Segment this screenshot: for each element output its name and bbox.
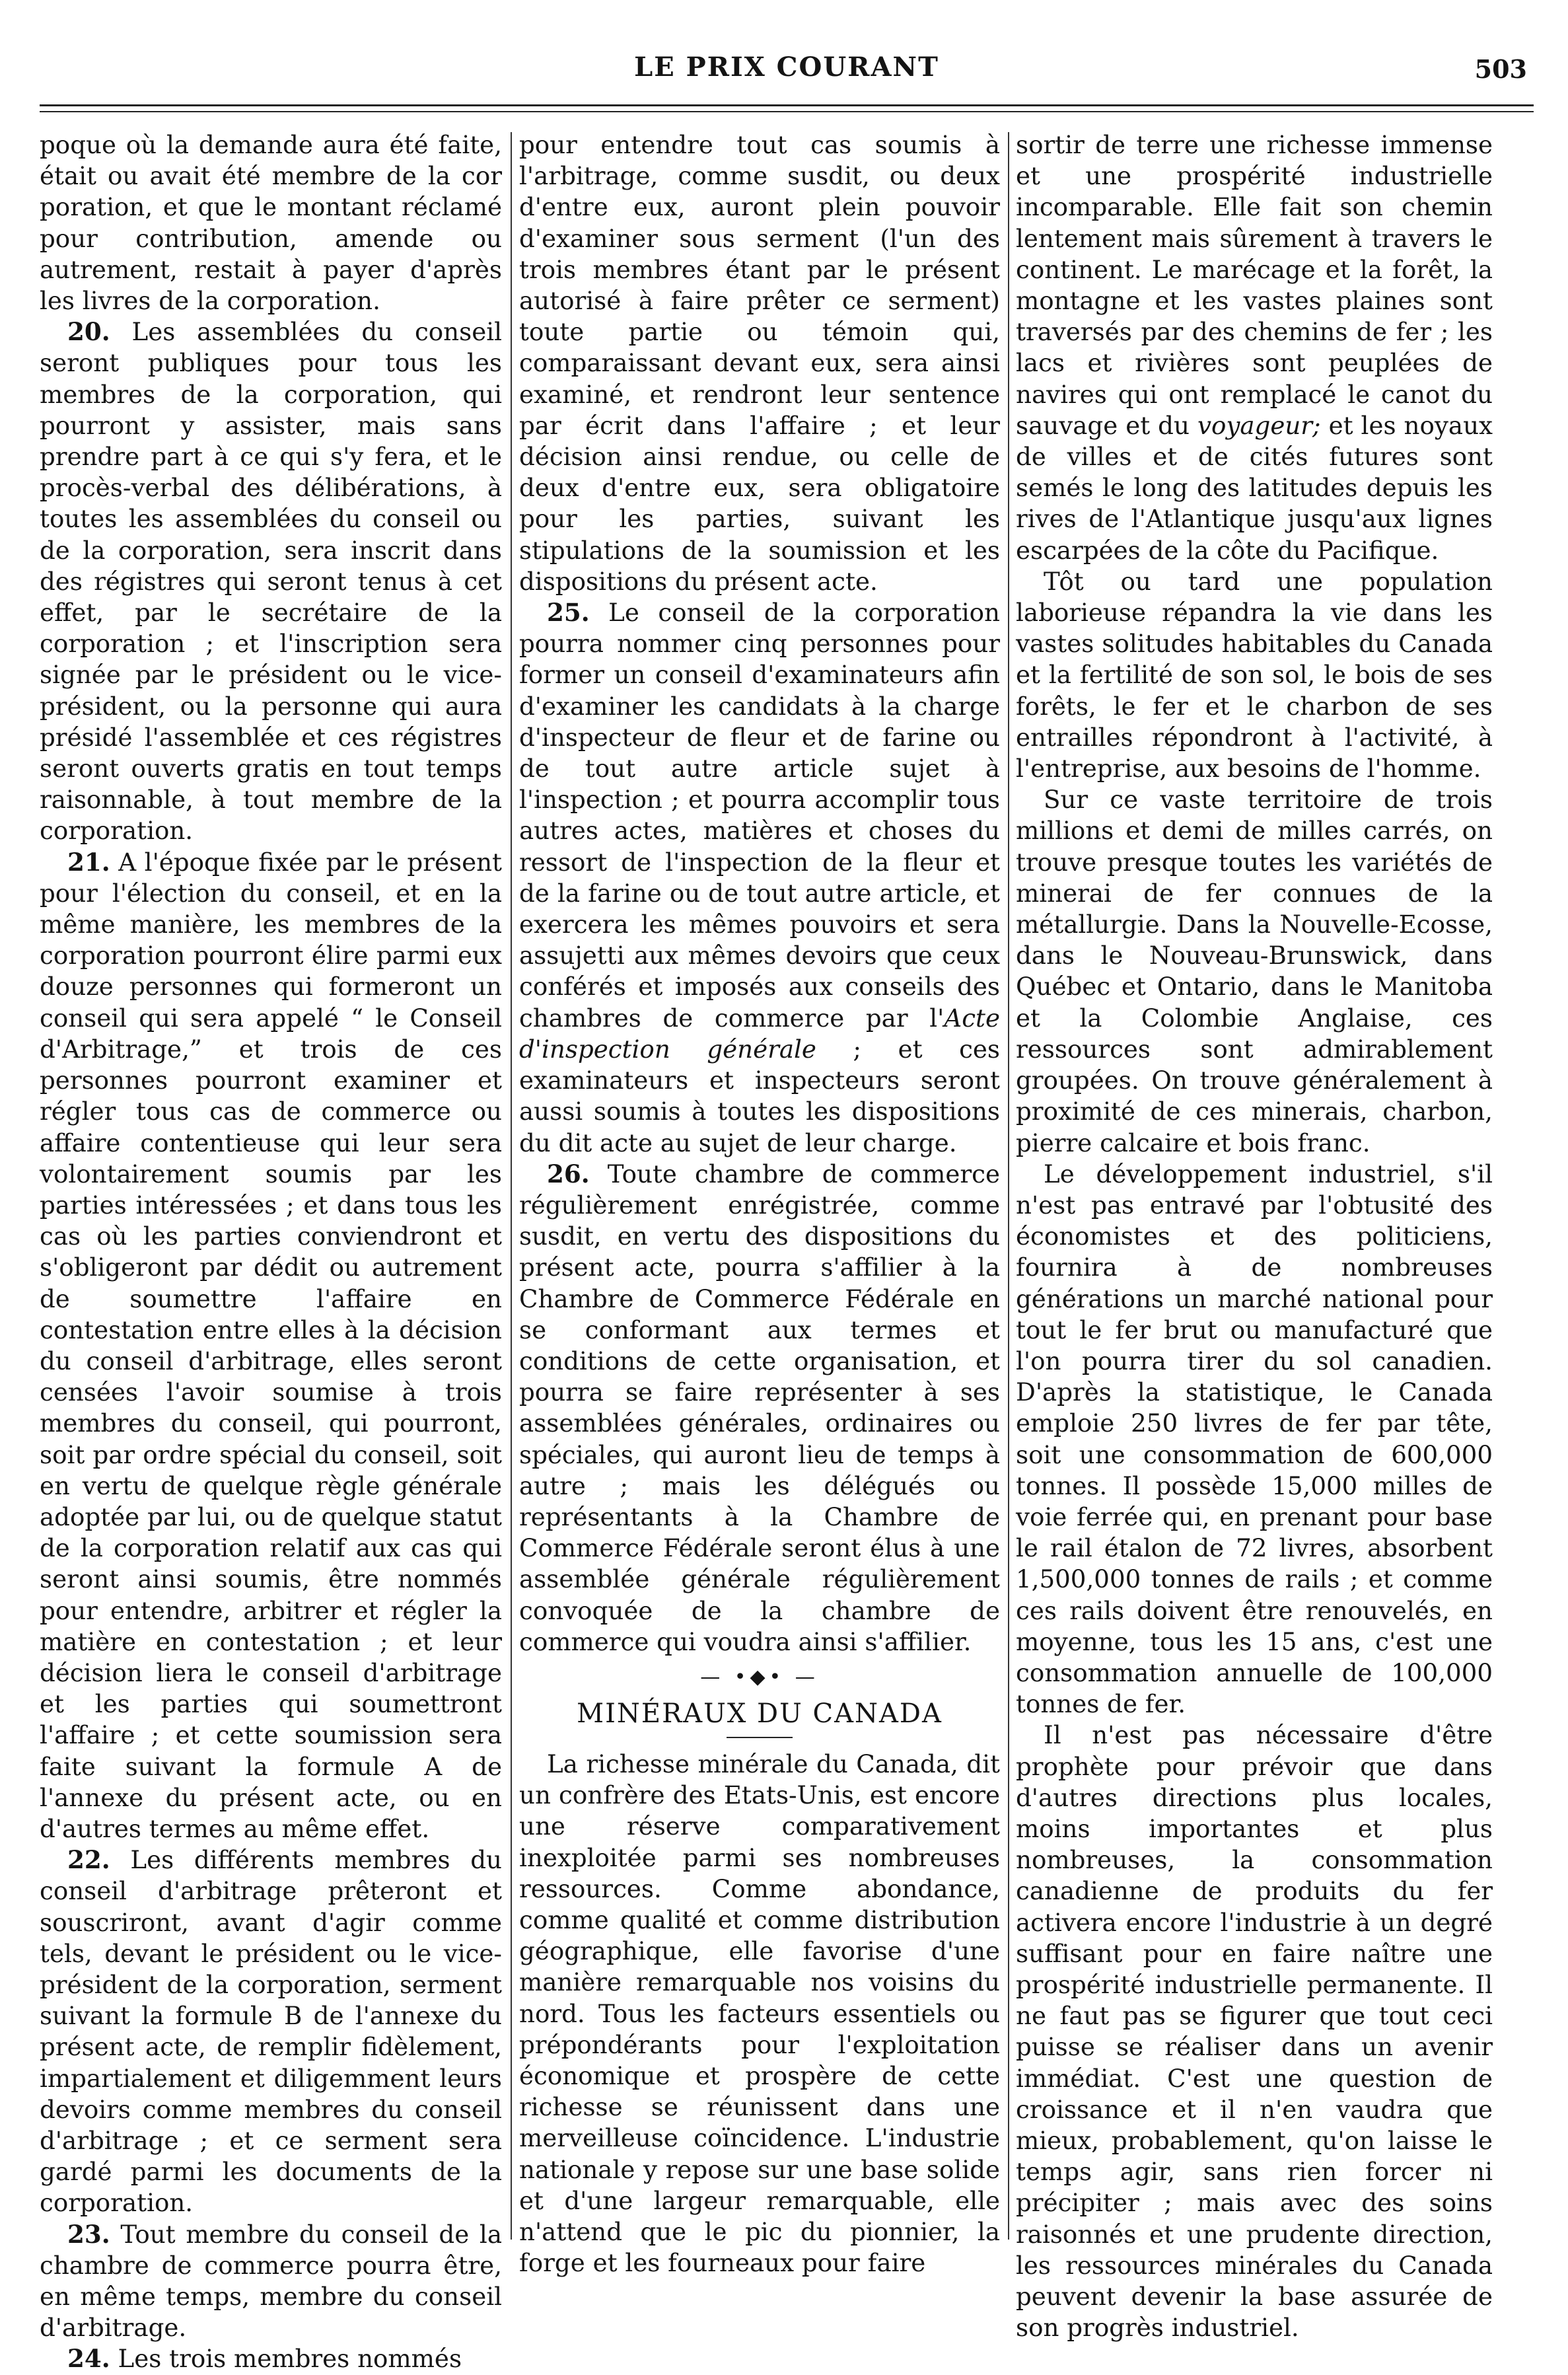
article-text: ; et ces examinateurs et inspecteurs seront aussi soumis à toutes les dispositions du dit acte au sujet de leur charge. (519, 1034, 1000, 1157)
paragraph-continued: pour entendre tout cas soumis à l'arbitrage, comme susdit, ou deux d'entre eux, auront plein pouvoir d'examiner sous serment (l'un des trois membres étant par le présent autorisé à faire prêter ce serment) toute partie ou témoin qui, comparaissant devant eux, sera ainsi examiné, et rendront leur sentence par écrit dans l'affaire ; et leur décision ainsi rendue, ou celle de deux d'entre eux, sera obligatoire pour les parties, suivant les stipulations de la soumission et les dispositions du présent acte. (519, 130, 1000, 596)
paragraph: Sur ce vaste territoire de trois millions et demi de milles carrés, on trouve presque toutes les variétés de minerai de fer connues de la métallurgie. Dans la Nouvelle-Ecosse, dans le Nouveau-Brunswick, dans Québec et Ontario, dans le Manitoba et la Colombie Anglaise, ces ressources sont admirablement groupées. On trouve généralement à proximité de ces minerais, charbon, pierre calcaire et bois franc. (1016, 785, 1493, 1157)
article-23 (40, 2219, 502, 2344)
article-text: Toute chambre de commerce régulièrement enrégistrée, comme susdit, en vertu des dispositions du présent acte, pourra s'affilier à la Chambre de Commerce Fédérale en se conformant aux termes et conditions de cette organisation, et pourra se faire représenter à ses assemblées générales, ordinaires ou spéciales, qui auront lieu de temps à autre ; mais les délégués ou représentants à la Chambre de Commerce Fédérale seront élus à une assemblée générale régulièrement convoquée de la chambre de commerce qui voudra ainsi s'affilier. (519, 1159, 1000, 1656)
column-divider (1008, 132, 1009, 2240)
article-number: 22. (67, 1845, 110, 1875)
paragraph-text: sortir de terre une richesse immense et une prospérité industrielle incomparable. Elle fait son chemin lentement mais sûrement à travers le continent. Le marécage et la forêt, la montagne et les vastes plaines sont traversés par des chemins de fer ; les lacs et rivières sont peuplées de navires qui ont remplacé le canot du sauvage et du (1016, 130, 1493, 440)
article-text: Les différents membres du conseil d'arbitrage prêteront et souscriront, avant d'agir comme tels, devant le président ou le vice-président de la corporation, serment suivant la formule B de l'annexe du présent acte, de remplir fidèlement, impartialement et diligemment leurs devoirs comme membres du conseil d'arbitrage ; et ce serment sera gardé parmi les documents de la corporation. (40, 1845, 502, 2218)
article-26 (519, 1159, 1000, 1658)
article-24 (40, 2343, 502, 2374)
article-20 (40, 316, 502, 846)
paragraph: Le développement industriel, s'il n'est pas entravé par l'obtusité des économistes et des politiciens, fournira à de nombreuses générations un marché national pour tout le fer brut ou manufacturé que l'on pourra tirer du sol canadien. D'après la statistique, le Canada emploie 250 livres de fer par tête, soit une consommation de 600,000 tonnes. Il possède 15,000 milles de voie ferrée qui, en prenant pour base le rail étalon de 72 livres, absorbent 1,500,000 tonnes de rails ; et comme ces rails doivent être renouvelés, en moyenne, tous les 15 ans, c'est une consommation annuelle de 100,000 tonnes de fer. (1016, 1159, 1493, 1719)
article-number: 25. (547, 598, 590, 628)
article-text: Les trois membres nommés (110, 2344, 462, 2374)
paragraph-continued: poque où la demande aura été faite, était ou avait été membre de la cor poration, et que le montant réclamé pour contribution, amende ou autrement, restait à payer d'après les livres de la corporation. (40, 130, 502, 316)
title-rule (727, 1737, 793, 1738)
article-number: 26. (547, 1159, 590, 1188)
column-3 (1016, 129, 1493, 2343)
paragraph: Tôt ou tard une population laborieuse répandra la vie dans les vastes solitudes habitables du Canada et la fertilité de son sol, le bois de ses forêts, le fer et le charbon de ses entrailles répondront à l'activité, à l'entreprise, aux besoins de l'homme. (1016, 566, 1493, 784)
article-text: A l'époque fixée par le présent pour l'élection du conseil, et en la même manière, les membres de la corporation pourront élire parmi eux douze personnes qui formeront un conseil qui sera appelé “ le Conseil d'Arbitrage,” et trois de ces personnes pourront examiner et régler tous cas de commerce ou affaire contentieuse qui leur sera volontairement soumis par les parties intéressées ; et dans tous les cas où les parties conviendront et s'obligeront par dédit ou autrement de soumettre l'affaire en contestation entre elles à la décision du conseil d'arbitrage, elles seront censées l'avoir soumise à trois membres du conseil, qui pourront, soit par ordre spécial du conseil, soit en vertu de quelque règle générale adoptée par lui, ou de quelque statut de la corporation relatif aux cas qui seront ainsi soumis, être nommés pour entendre, arbitrer et régler la matière en contestation ; et leur décision liera le conseil d'arbitrage et les parties qui soumettront l'affaire ; et cette soumission sera faite suivant la formule A de l'annexe du présent acte, ou en d'autres termes au même effet. (40, 847, 502, 1843)
article-number: 20. (67, 317, 110, 347)
article-text-italic: Acte d'inspection générale (519, 1003, 1000, 1064)
column-2 (519, 129, 1000, 2278)
page-number: 503 (1474, 54, 1527, 84)
header-rule-thin (40, 111, 1534, 112)
column-1 (40, 129, 502, 2374)
article-number: 24. (67, 2344, 110, 2374)
paragraph: Il n'est pas nécessaire d'être prophète pour prévoir que dans d'autres directions plus locales, moins importantes et plus nombreuses, la consommation canadienne de produits du fer activera encore l'industrie à un degré suffisant pour en faire naître une prospérité industrielle permanente. Il ne faut pas se figurer que tout ceci puisse se réaliser dans un avenir immédiat. C'est une question de croissance et il n'en vaudra que mieux, probablement, qu'on laisse le temps agir, sans rien forcer ni précipiter ; mais avec des soins raisonnés et une prudente direction, les ressources minérales du Canada peuvent devenir la base assurée de son progrès industriel. (1016, 1720, 1493, 2343)
section-title: MINÉRAUX DU CANADA (577, 1698, 943, 1729)
article-25 (519, 597, 1000, 1159)
page-header (40, 34, 1534, 91)
article-text: Le conseil de la corporation pourra nommer cinq personnes pour former un conseil d'examinateurs afin d'examiner les candidats à la charge d'inspecteur de fleur et de farine ou de tout autre article sujet à l'inspection ; et pourra accomplir tous autres actes, matières et choses du ressort de l'inspection de la fleur et de la farine ou de tout autre article, et exercera les mêmes pouvoirs et sera assujetti aux mêmes devoirs que ceux conférés et imposés aux conseils des chambres de commerce par l' (519, 598, 1000, 1033)
article-number: 21. (67, 847, 110, 877)
paragraph-continued (1016, 129, 1493, 566)
article-number: 23. (67, 2219, 110, 2249)
article-text: Les assemblées du conseil seront publiques pour tous les membres de la corporation, qui pourront y assister, mais sans prendre part à ce qui s'y fera, et le procès-verbal des délibérations, à toutes les assemblées du conseil ou de la corporation, sera inscrit dans des régistres qui seront tenus à cet effet, par le secrétaire de la corporation ; et l'inscription sera signée par le président ou le vice-président, ou la personne qui aura présidé l'assemblée et ces régistres seront ouverts gratis en tout temps raisonnable, à tout membre de la corporation. (40, 317, 502, 846)
article-text: Tout membre du conseil de la chambre de commerce pourra être, en même temps, membre du conseil d'arbitrage. (40, 2219, 502, 2343)
paragraph-text-italic: voyageur; (1197, 410, 1321, 440)
ornament-separator: — •◆• — (700, 1665, 819, 1689)
running-title: LE PRIX COURANT (634, 52, 939, 83)
paragraph-text: et les noyaux de villes et de cités futures sont semés le long des latitudes depuis les rives de l'Atlantique jusqu'aux lignes escarpées de la côte du Pacifique. (1016, 410, 1493, 565)
header-rule-thick (40, 104, 1534, 106)
paragraph: La richesse minérale du Canada, dit un confrère des Etats-Unis, est encore une réserve comparativement inexploitée parmi ses nombreuses ressources. Comme abondance, comme qualité et comme distribution géographique, elle favorise d'une manière remarquable nos voisins du nord. Tous les facteurs essentiels ou prépondérants pour l'exploitation économique et prospère de cette richesse se réunissent dans une merveilleuse coïncidence. L'industrie nationale y repose sur une base solide et d'une largeur remarquable, elle n'attend que le pic du pionnier, la forge et les fourneaux pour faire (519, 1749, 1000, 2278)
article-21 (40, 847, 502, 1845)
article-22 (40, 1845, 502, 2218)
column-divider (511, 132, 512, 2240)
